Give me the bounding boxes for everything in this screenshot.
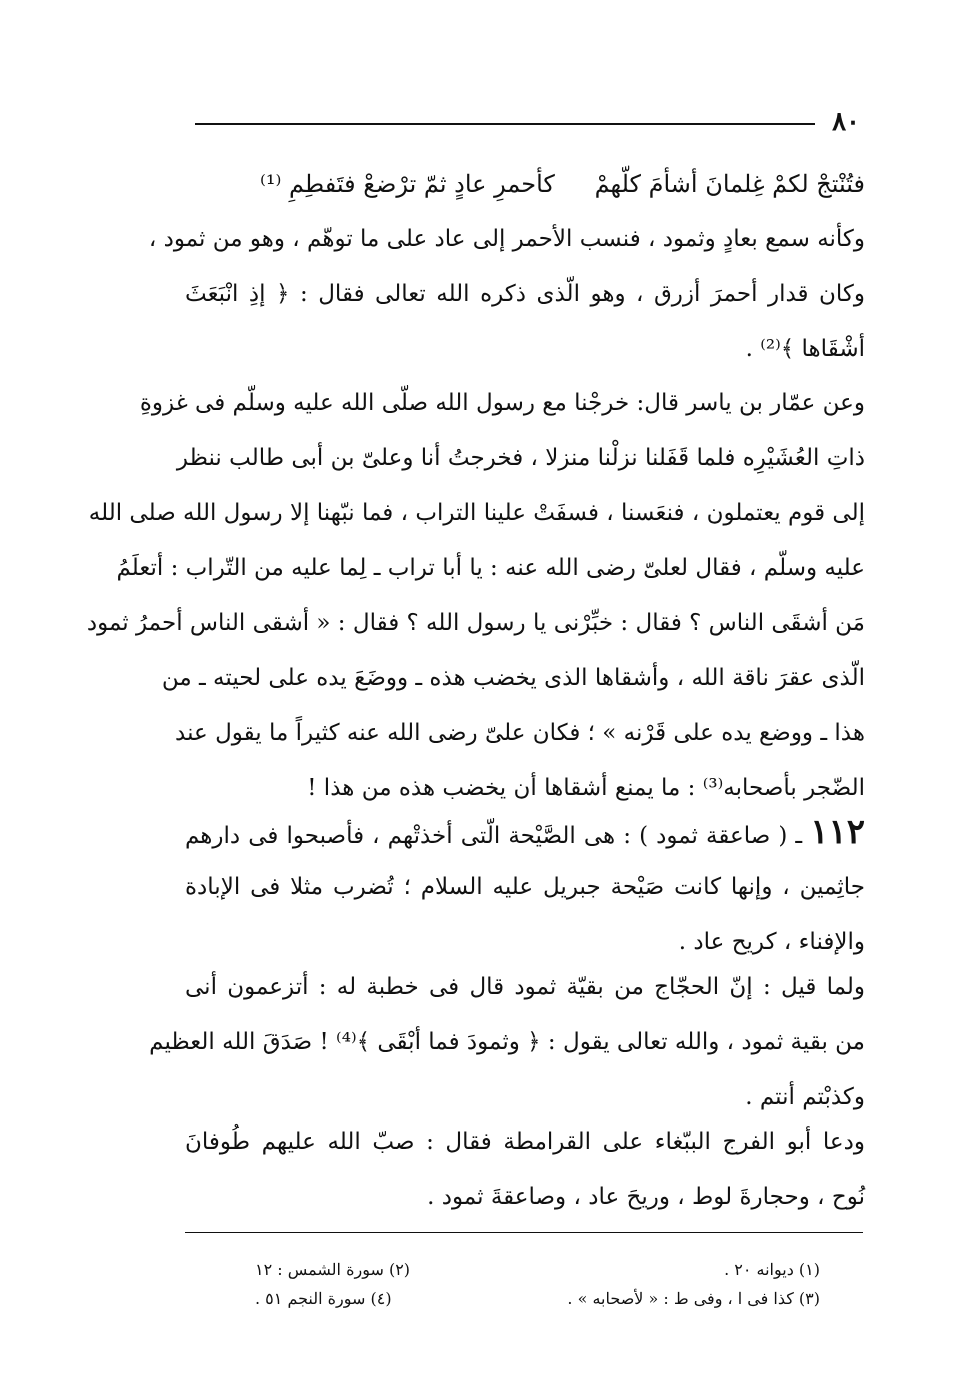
footnote-2: (٢) سورة الشمس : ١٢	[255, 1260, 411, 1279]
text-line: مَن أشقَى الناس ؟ فقال : خبِّرْنى يا رسول الله ؟ فقال : « أشقى الناس أحمرُ ثمود	[86, 610, 865, 636]
text-line: وكذبْتم أنتم .	[745, 1084, 865, 1110]
text-line: هذا ـ ووضع يده على قَرْنه » ؛ فكان علىّ رضى الله عنه كثيراً ما يقول عند	[175, 720, 865, 746]
text-line: ولما قيل : إنّ الحجّاج من بقيّة ثمود قال فى خطبة له : أتزعمون أنى	[185, 974, 865, 1000]
entry-number: ١١٢	[810, 812, 865, 852]
text-line: وكان قدار أحمرَ أزرق ، وهو الّذى ذكره الله تعالى فقال : ﴿ إذِ انْبَعَثَ	[185, 281, 865, 307]
text-line	[185, 805, 865, 860]
paragraph	[185, 1115, 865, 1225]
page-number: ٨٠	[832, 107, 860, 137]
footnote-row	[255, 1284, 820, 1313]
text-line: الضّجر بأصحابه⁽³⁾ : ما يمنع أشقاها أن يخضب هذه من هذا !	[307, 775, 865, 801]
footnote-4: (٤) سورة النجم ٥١ .	[255, 1289, 392, 1308]
footnote-row	[255, 1255, 820, 1284]
text-line: وعن عمّار بن ياسر قال: خرجْنا مع رسول الله صلّى الله عليه وسلّم فى غزوةِ	[139, 390, 865, 416]
header-rule	[195, 123, 815, 125]
verse-second-hemistich: كأحمرِ عادٍ ثمّ ترْضعْ فتَفطِمِ ⁽¹⁾	[260, 170, 555, 198]
text-line: ودعا أبو الفرج الببّغاء على القرامطة فقال : صبّ الله عليهم طُوفانَ	[185, 1129, 865, 1155]
paragraph	[148, 212, 865, 377]
text-line: جاثِمين ، وإنها كانت صَيْحة جبريل عليه السلام ؛ تُضرب مثلا فى الإبادة	[185, 874, 865, 900]
text-line: إلى قوم يعتملون ، فنعَسنا ، فسفَتْ علينا التراب ، فما نبّهنا إلا رسول الله صلى الله	[88, 500, 865, 526]
footnotes	[255, 1255, 820, 1313]
text-line: عليه وسلّم ، فقال لعلىّ رضى الله عنه : يا أبا تراب ـ لِما عليه من التّراب : أتعلَمُ	[116, 555, 865, 581]
text-line: والإفناء ، كريح عاد .	[678, 929, 865, 955]
verse-first-hemistich: فتُنْتجْ لكمْ غِلمانَ أشأمَ كلّهمْ	[594, 170, 865, 198]
text-line: وكأنه سمع بعادٍ وثمود ، فنسب الأحمر إلى عاد على ما توهّم ، وهو من ثمود ،	[148, 226, 865, 252]
text-line: الّذى عقرَ ناقة الله ، وأشقاها الذى يخضب هذه ـ ووضَعَ يده على لحيته ـ من	[161, 665, 865, 691]
entry-line-text: ـ ( صاعقة ثمود ) : هى الصَّيْحة الّتى أخذتْهم ، فأصبحوا فى دارهم	[185, 823, 811, 849]
text-line: نُوح ، وحجارةَ لوط ، وريحَ عاد ، وصاعقةَ ثمود .	[427, 1184, 865, 1210]
paragraph	[86, 376, 865, 816]
footnote-3: (٣) كذا فى ا ، وفى ط : « لأصحابه » .	[567, 1289, 820, 1308]
text-line: أشْقَاها ﴾⁽²⁾ .	[745, 336, 865, 362]
poetry-verse	[190, 157, 865, 212]
text-line: من بقية ثمود ، والله تعالى يقول : ﴿ وثمودَ فما أبْقَى ﴾⁽⁴⁾ ! صَدَقَ الله العظيم	[149, 1029, 865, 1055]
footnote-1: (١) ديوانه ٢٠ .	[724, 1260, 820, 1279]
paragraph	[149, 960, 865, 1125]
paragraph-entry-112	[185, 805, 865, 970]
footnote-rule	[185, 1232, 863, 1233]
text-line: ذاتِ العُشَيْرِه فلما قَفَلنا نزلْنا منزلا ، فخرجتُ أنا وعلىّ بن أبى طالب ننظر	[176, 445, 865, 471]
